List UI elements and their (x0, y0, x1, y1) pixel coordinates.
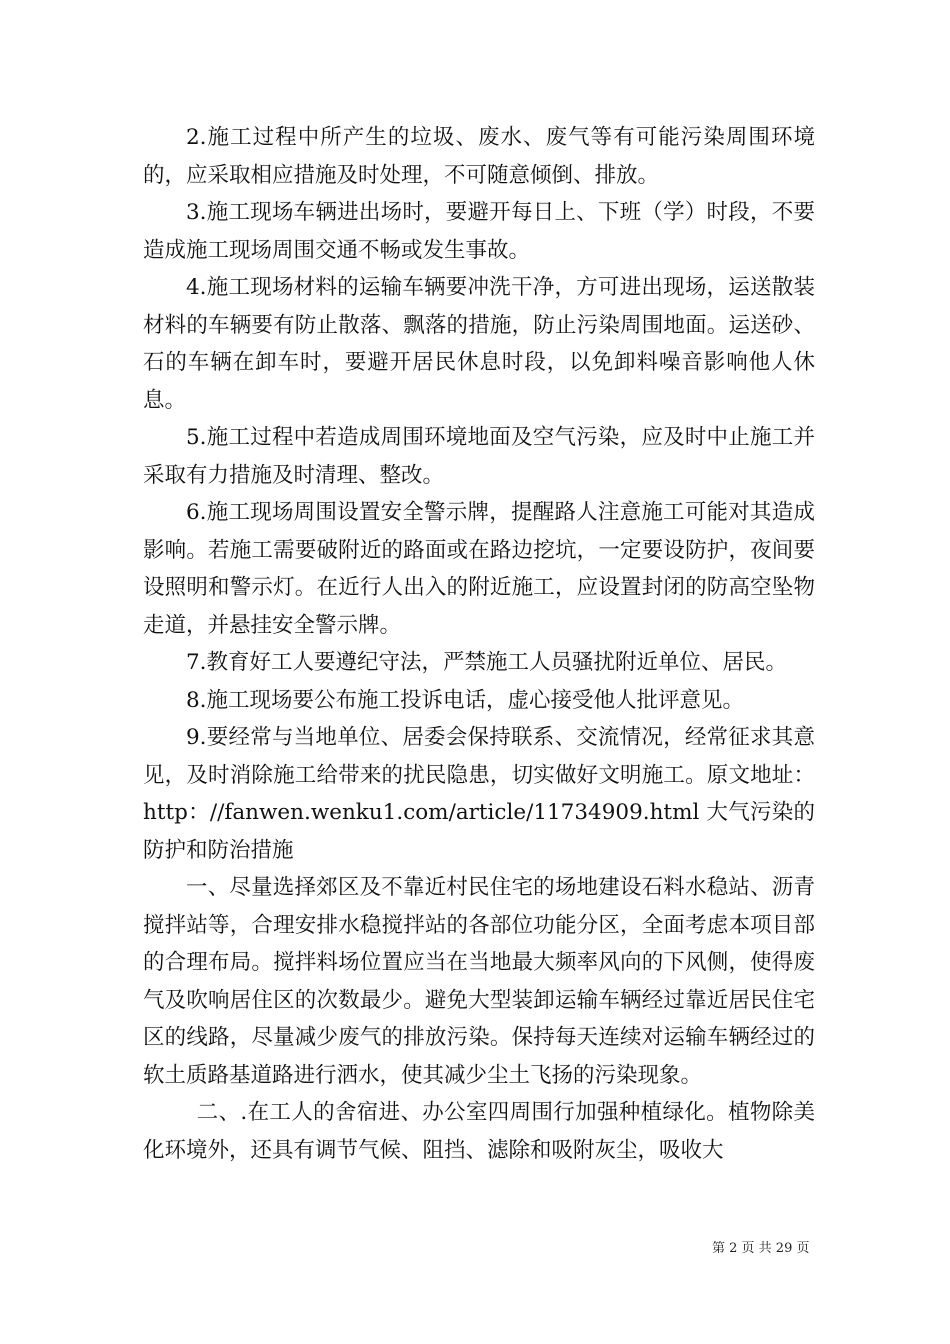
paragraph-item-3: 3.施工现场车辆进出场时，要避开每日上、下班（学）时段，不要造成施工现场周围交通不畅或发生事故。 (143, 200, 815, 263)
paragraph-item-9: 9.要经常与当地单位、居委会保持联系、交流情况，经常征求其意见，及时消除施工给带来的扰民隐患，切实做好文明施工。原文地址：http：//fanwen.wenku1.com/article/11734909.html 大气污染的防护和防治措施 (143, 725, 815, 863)
paragraph-item-4: 4.施工现场材料的运输车辆要冲洗干净，方可进出现场，运送散装材料的车辆要有防止散落、飘落的措施，防止污染周围地面。运送砂、石的车辆在卸车时，要避开居民休息时段，以免卸料噪音影响他人休息。 (143, 275, 815, 413)
paragraph-item-2: 2.施工过程中所产生的垃圾、废水、废气等有可能污染周围环境的，应采取相应措施及时处理，不可随意倾倒、排放。 (143, 125, 815, 188)
document-body (143, 119, 815, 1169)
paragraph-measure-1: 一、尽量选择郊区及不靠近村民住宅的场地建设石料水稳站、沥青搅拌站等，合理安排水稳搅拌站的各部位功能分区，全面考虑本项目部的合理布局。搅拌料场位置应当在当地最大频率风向的下风侧，使得废气及吹响居住区的次数最少。避免大型装卸运输车辆经过靠近居民住宅区的线路，尽量减少废气的排放污染。保持每天连续对运输车辆经过的软土质路基道路进行洒水，使其减少尘土飞扬的污染现象。 (143, 875, 815, 1088)
paragraph-item-6: 6.施工现场周围设置安全警示牌，提醒路人注意施工可能对其造成影响。若施工需要破附近的路面或在路边挖坑，一定要设防护，夜间要设照明和警示灯。在近行人出入的附近施工，应设置封闭的防高空坠物走道，并悬挂安全警示牌。 (143, 500, 815, 638)
paragraph-item-7: 7.教育好工人要遵纪守法，严禁施工人员骚扰附近单位、居民。 (186, 650, 788, 675)
paragraph-measure-2: 二、.在工人的舍宿进、办公室四周围行加强种植绿化。植物除美化环境外，还具有调节气候、阻挡、滤除和吸附灰尘，吸收大 (143, 1100, 815, 1163)
paragraph-item-5: 5.施工过程中若造成周围环境地面及空气污染，应及时中止施工并采取有力措施及时清理、整改。 (143, 425, 815, 488)
page-number: 第 2 页 共 29 页 (712, 1241, 810, 1256)
paragraph-item-8: 8.施工现场要公布施工投诉电话，虚心接受他人批评意见。 (186, 687, 745, 713)
